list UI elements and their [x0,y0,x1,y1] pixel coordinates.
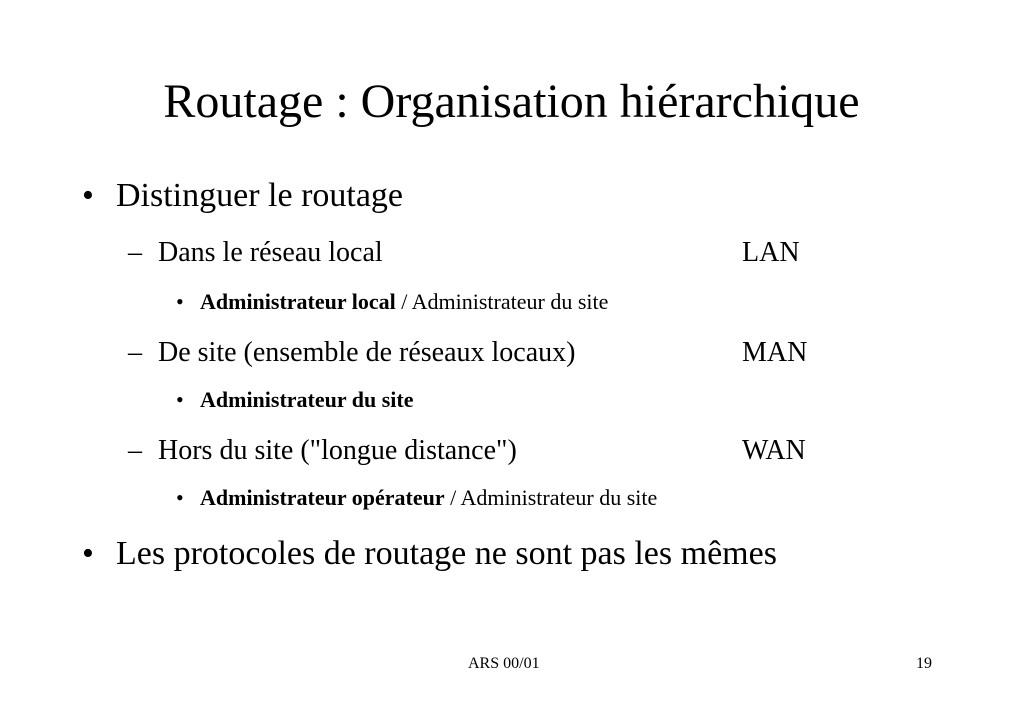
detail-bold-text: Administrateur local [200,289,396,314]
bullet-text: Les protocoles de routage ne sont pas les mêmes [116,535,777,572]
footer-page-number: 19 [916,655,932,672]
detail-text [200,386,414,414]
bullet-marker: • [82,177,94,214]
detail-text [200,484,657,512]
dash-marker: – [128,237,142,268]
detail-marker: • [176,289,184,314]
dash-marker: – [128,337,142,368]
dash-marker: – [128,435,142,466]
bullet-text: Distinguer le routage [116,177,404,214]
network-type-label: MAN [742,337,808,368]
network-type-label: LAN [742,237,800,268]
detail-text [200,288,608,316]
slide-title: Routage : Organisation hiérarchique [163,75,860,128]
footer-course-label: ARS 00/01 [468,655,540,672]
detail-marker: • [176,387,184,412]
sub-bullet-text: Hors du site ("longue distance") [158,435,517,466]
network-type-label: WAN [742,435,806,466]
detail-bold-text: Administrateur du site [200,387,414,412]
detail-rest-text: / Administrateur du site [395,289,609,314]
detail-rest-text: / Administrateur du site [444,485,658,510]
bullet-marker: • [82,535,94,572]
sub-bullet-text: De site (ensemble de réseaux locaux) [158,337,576,368]
sub-bullet-text: Dans le réseau local [158,237,383,268]
detail-bold-text: Administrateur opérateur [200,485,445,510]
detail-marker: • [176,485,184,510]
